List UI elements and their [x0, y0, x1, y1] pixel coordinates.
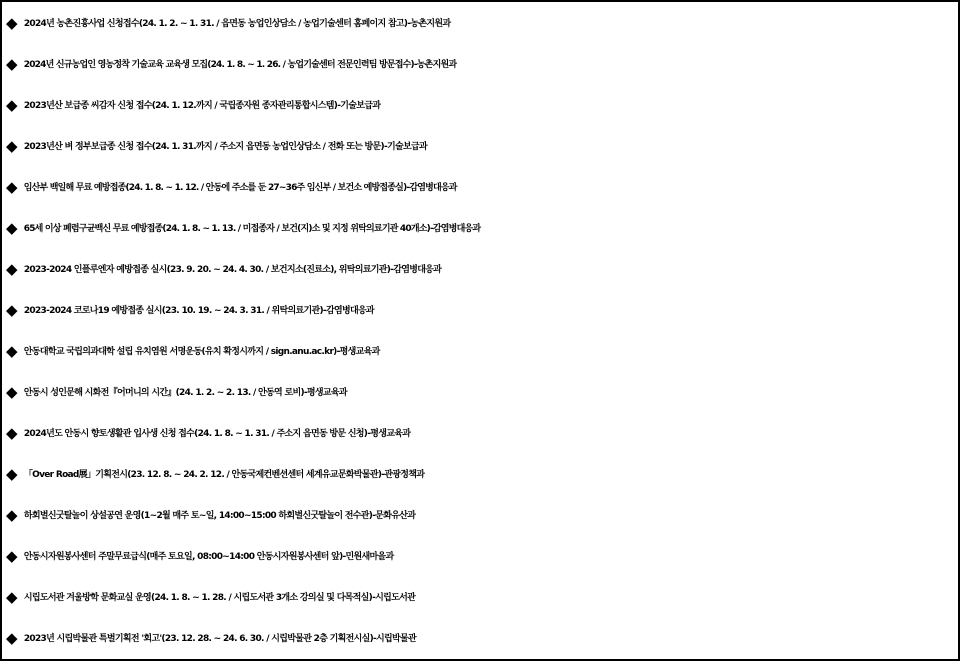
- notice-text: 임산부 백일해 무료 예방접종(24. 1. 8. ~ 1. 12. / 안동에 주소를 둔 27~36주 임신부 / 보건소 예방접종실)-감염병대응과: [23, 183, 457, 193]
- list-item: [2, 207, 958, 248]
- diamond-bullet-icon: ◆: [6, 177, 17, 196]
- notice-text: 2024년 농촌진흥사업 신청접수(24. 1. 2. ~ 1. 31. / 읍면동 농업인상담소 / 농업기술센터 홈페이지 참고)-농촌지원과: [23, 19, 451, 29]
- diamond-bullet-icon: ◆: [6, 464, 17, 483]
- diamond-bullet-icon: ◆: [6, 54, 17, 73]
- diamond-bullet-icon: ◆: [6, 628, 17, 647]
- list-item: [2, 43, 958, 84]
- notice-text: 2023년 시립박물관 특별기획전 '회고'(23. 12. 28. ~ 24. 6. 30. / 시립박물관 2층 기획전시실)-시립박물관: [23, 634, 417, 644]
- notice-text: 65세 이상 폐렴구균백신 무료 예방접종(24. 1. 8. ~ 1. 13. / 미접종자 / 보건(지)소 및 지정 위탁의료기관 40개소)-감염병대응과: [23, 224, 481, 234]
- notice-text: 2023년산 보급종 씨감자 신청 접수(24. 1. 12.까지 / 국립종자원 종자관리통합시스템)-기술보급과: [23, 101, 381, 111]
- list-item: [2, 617, 958, 658]
- list-item: [2, 412, 958, 453]
- notice-list: [2, 2, 958, 658]
- list-item: [2, 125, 958, 166]
- list-item: [2, 84, 958, 125]
- diamond-bullet-icon: ◆: [6, 423, 17, 442]
- list-item: [2, 576, 958, 617]
- diamond-bullet-icon: ◆: [6, 218, 17, 237]
- list-item: [2, 2, 958, 43]
- diamond-bullet-icon: ◆: [6, 300, 17, 319]
- notice-text: 안동시자원봉사센터 주말무료급식(매주 토요일, 08:00~14:00 안동시자원봉사센터 앞)-민원새마을과: [23, 552, 394, 562]
- notice-text: 안동시 성인문해 시화전『어머니의 시간』(24. 1. 2. ~ 2. 13. / 안동역 로비)-평생교육과: [23, 388, 347, 398]
- list-item: [2, 535, 958, 576]
- diamond-bullet-icon: ◆: [6, 505, 17, 524]
- notice-text: 하회별신굿탈놀이 상설공연 운영(1~2월 매주 토~일, 14:00~15:00 하회별신굿탈놀이 전수관)-문화유산과: [23, 511, 416, 521]
- notice-text: 시립도서관 겨울방학 문화교실 운영(24. 1. 8. ~ 1. 28. / 시립도서관 3개소 강의실 및 다목적실)-시립도서관: [23, 593, 416, 603]
- notice-text: 2024년 신규농업인 영농정착 기술교육 교육생 모집(24. 1. 8. ~ 1. 26. / 농업기술센터 전문인력팀 방문접수)-농촌지원과: [23, 60, 457, 70]
- diamond-bullet-icon: ◆: [6, 136, 17, 155]
- list-item: [2, 494, 958, 535]
- diamond-bullet-icon: ◆: [6, 546, 17, 565]
- diamond-bullet-icon: ◆: [6, 341, 17, 360]
- list-item: [2, 453, 958, 494]
- notice-text: 2023년산 벼 정부보급종 신청 접수(24. 1. 31.까지 / 주소지 읍면동 농업인상담소 / 전화 또는 방문)-기술보급과: [23, 142, 427, 152]
- diamond-bullet-icon: ◆: [6, 259, 17, 278]
- notice-text: 안동대학교 국립의과대학 설립 유치염원 서명운동(유치 확정시까지 / sign.anu.ac.kr)-평생교육과: [23, 347, 380, 357]
- list-item: [2, 166, 958, 207]
- list-item: [2, 289, 958, 330]
- diamond-bullet-icon: ◆: [6, 587, 17, 606]
- notice-text: 2023-2024 인플루엔자 예방접종 실시(23. 9. 20. ~ 24. 4. 30. / 보건지소(진료소), 위탁의료기관)-감염병대응과: [23, 265, 442, 275]
- notice-text: 「Over Road展」기획전시(23. 12. 8. ~ 24. 2. 12. / 안동국제컨벤션센터 세계유교문화박물관)-관광정책과: [23, 470, 425, 480]
- diamond-bullet-icon: ◆: [6, 13, 17, 32]
- diamond-bullet-icon: ◆: [6, 95, 17, 114]
- list-item: [2, 330, 958, 371]
- list-item: [2, 248, 958, 289]
- diamond-bullet-icon: ◆: [6, 382, 17, 401]
- notice-text: 2024년도 안동시 향토생활관 입사생 신청 접수(24. 1. 8. ~ 1. 31. / 주소지 읍면동 방문 신청)-평생교육과: [23, 429, 411, 439]
- notice-text: 2023-2024 코로나19 예방접종 실시(23. 10. 19. ~ 24. 3. 31. / 위탁의료기관)-감염병대응과: [23, 306, 374, 316]
- list-item: [2, 371, 958, 412]
